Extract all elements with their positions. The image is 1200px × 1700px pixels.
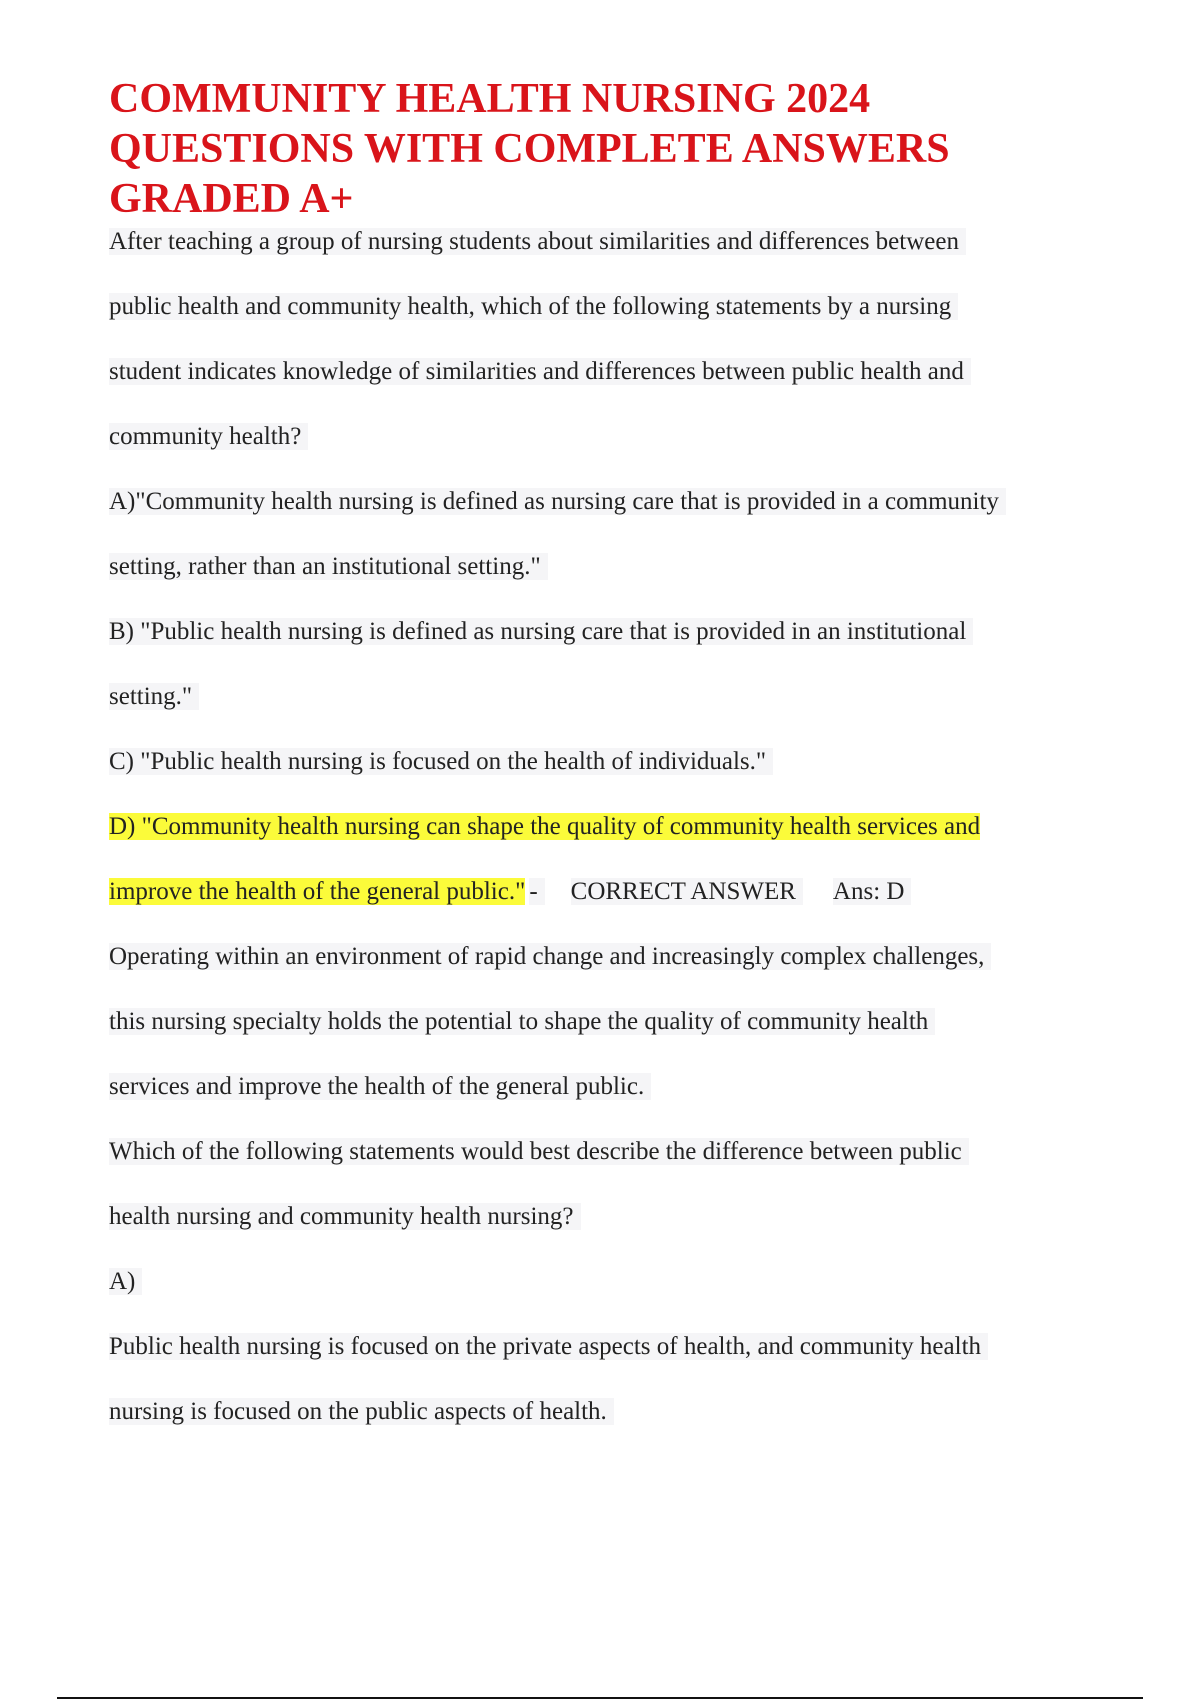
q2-option-a-line-1: Public health nursing is focused on the private aspects of health, and community health [109, 1329, 988, 1365]
q2-stem-line-1: Which of the following statements would best describe the difference between public [109, 1134, 969, 1170]
q1-option-c: C) "Public health nursing is focused on the health of individuals." [109, 744, 773, 780]
footer-divider [57, 1697, 1143, 1699]
q1-option-d-line-2 [109, 874, 911, 910]
title-line-1: COMMUNITY HEALTH NURSING 2024 [109, 76, 871, 122]
q1-option-d-line-1 [109, 809, 980, 845]
title-line-3: GRADED A+ [109, 176, 354, 222]
q2-option-a-line-2: nursing is focused on the public aspects of health. [109, 1394, 614, 1430]
q1-rationale-line-1: Operating within an environment of rapid change and increasingly complex challenges, [109, 939, 991, 975]
document-title [109, 74, 1109, 224]
q1-stem-line-1: After teaching a group of nursing students about similarities and differences between [109, 224, 966, 260]
q1-rationale-line-2: this nursing specialty holds the potential to shape the quality of community health [109, 1004, 935, 1040]
answer-key: Ans: D [833, 878, 912, 905]
q1-stem-line-3: student indicates knowledge of similarities and differences between public health and [109, 354, 971, 390]
q2-stem-line-2: health nursing and community health nursing? [109, 1199, 581, 1235]
q1-stem-line-2: public health and community health, which of the following statements by a nursing [109, 289, 958, 325]
q1-option-b-line-1: B) "Public health nursing is defined as nursing care that is provided in an institutional [109, 614, 973, 650]
q1-option-a-line-2: setting, rather than an institutional setting." [109, 549, 548, 585]
answer-dash: - [529, 878, 544, 905]
q1-stem-line-4: community health? [109, 419, 308, 455]
correct-option-highlight-cont: improve the health of the general public." [109, 878, 526, 905]
q1-rationale-line-3: services and improve the health of the general public. [109, 1069, 651, 1105]
correct-option-highlight: D) "Community health nursing can shape the quality of community health services and [109, 813, 981, 840]
correct-answer-label: CORRECT ANSWER [571, 878, 803, 905]
title-line-2: QUESTIONS WITH COMPLETE ANSWERS [109, 126, 950, 172]
q2-option-a-label: A) [109, 1264, 142, 1300]
q1-option-a-line-1: A)"Community health nursing is defined as nursing care that is provided in a community [109, 484, 1006, 520]
q1-option-b-line-2: setting." [109, 679, 199, 715]
